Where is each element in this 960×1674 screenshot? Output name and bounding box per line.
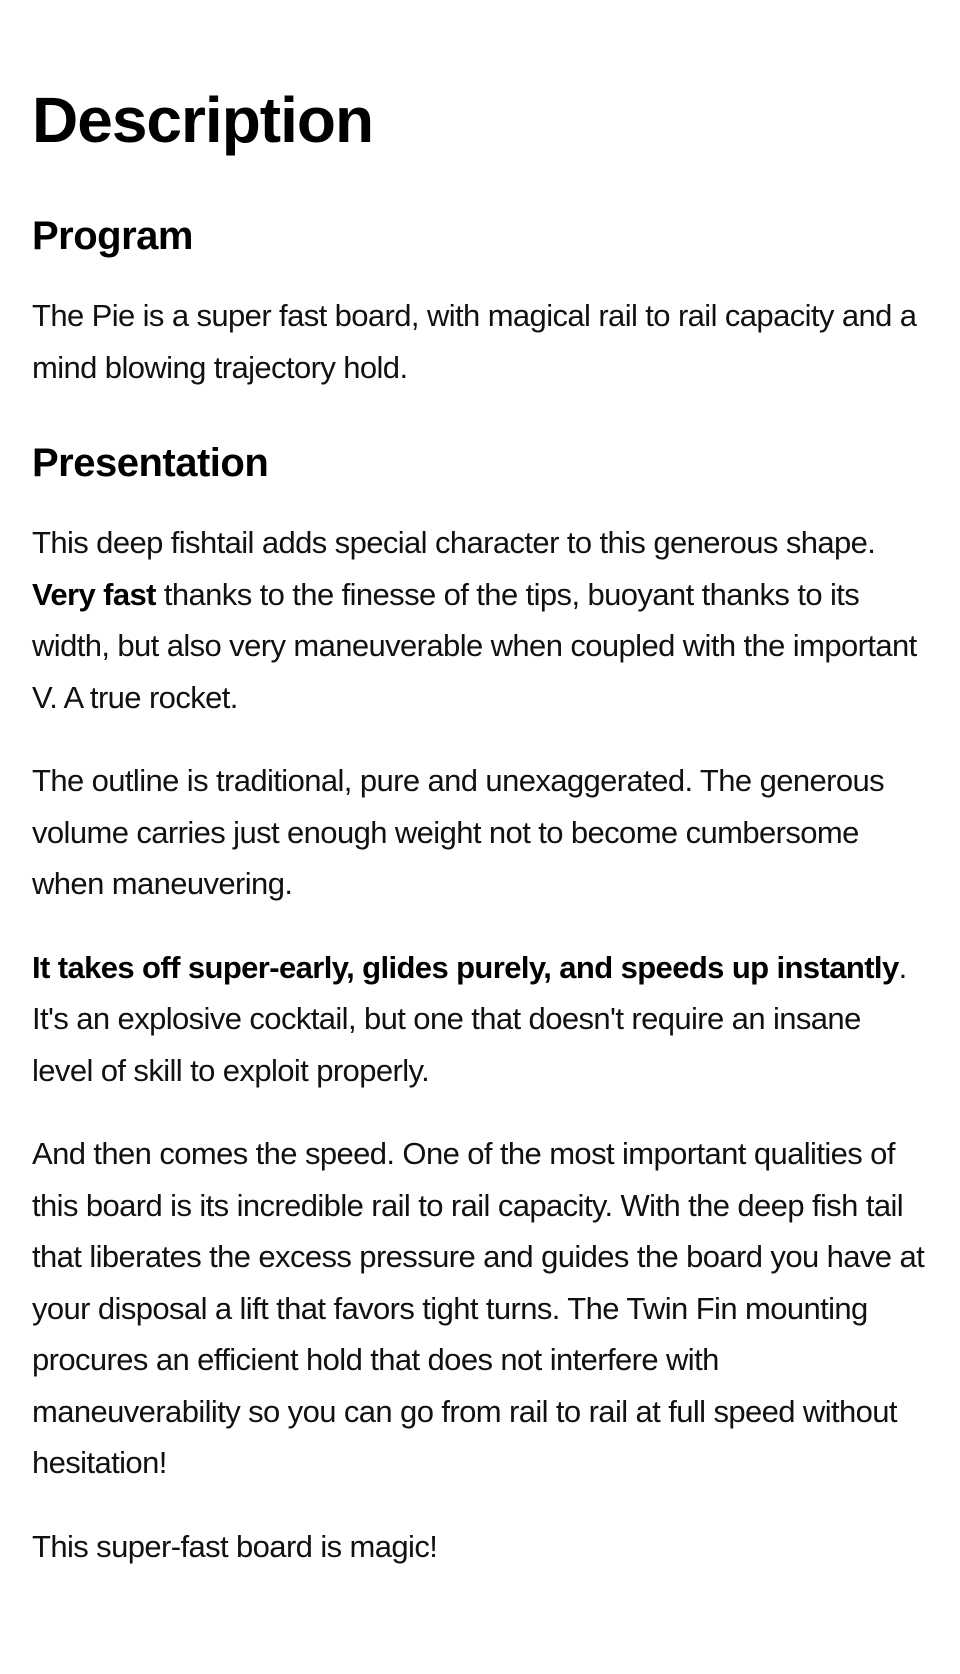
presentation-paragraph-1-emphasis: Very fast (32, 576, 156, 612)
program-text: The Pie is a super fast board, with magical rail to rail capacity and a mind blowing trajectory hold. (32, 298, 917, 385)
presentation-paragraph-4: And then comes the speed. One of the most important qualities of this board is its incredible rail to rail capacity. With the deep fish tail that liberates the excess pressure and guides the board you have at your disposal a lift that favors tight turns. The Twin Fin mounting procures an efficient hold that does not interfere with maneuverability so you can go from rail to rail at full speed without hesitation! (32, 1136, 925, 1480)
presentation-section (32, 439, 928, 1572)
presentation-paragraph-1-intro: This deep fishtail adds special character to this generous shape. (32, 525, 876, 560)
presentation-paragraph-3-rest: . It's an explosive cocktail, but one that doesn't require an insane level of skill to exploit properly. (32, 949, 907, 1088)
presentation-paragraph-2: The outline is traditional, pure and unexaggerated. The generous volume carries just enough weight not to become cumbersome when maneuvering. (32, 763, 885, 901)
presentation-paragraph-1-rest: thanks to the finesse of the tips, buoyant thanks to its width, but also very maneuverable when coupled with the important V. A true rocket. (32, 576, 917, 715)
presentation-paragraph-3 (32, 942, 928, 1097)
program-heading: Program (32, 214, 193, 258)
presentation-paragraph-1 (32, 517, 928, 723)
presentation-paragraph-3-emphasis: It takes off super-early, glides purely, and speeds up instantly (32, 949, 899, 985)
presentation-paragraph-5: This super-fast board is magic! (32, 1528, 438, 1564)
presentation-heading: Presentation (32, 441, 269, 485)
program-section (32, 212, 928, 393)
page-title: Description (32, 84, 374, 156)
